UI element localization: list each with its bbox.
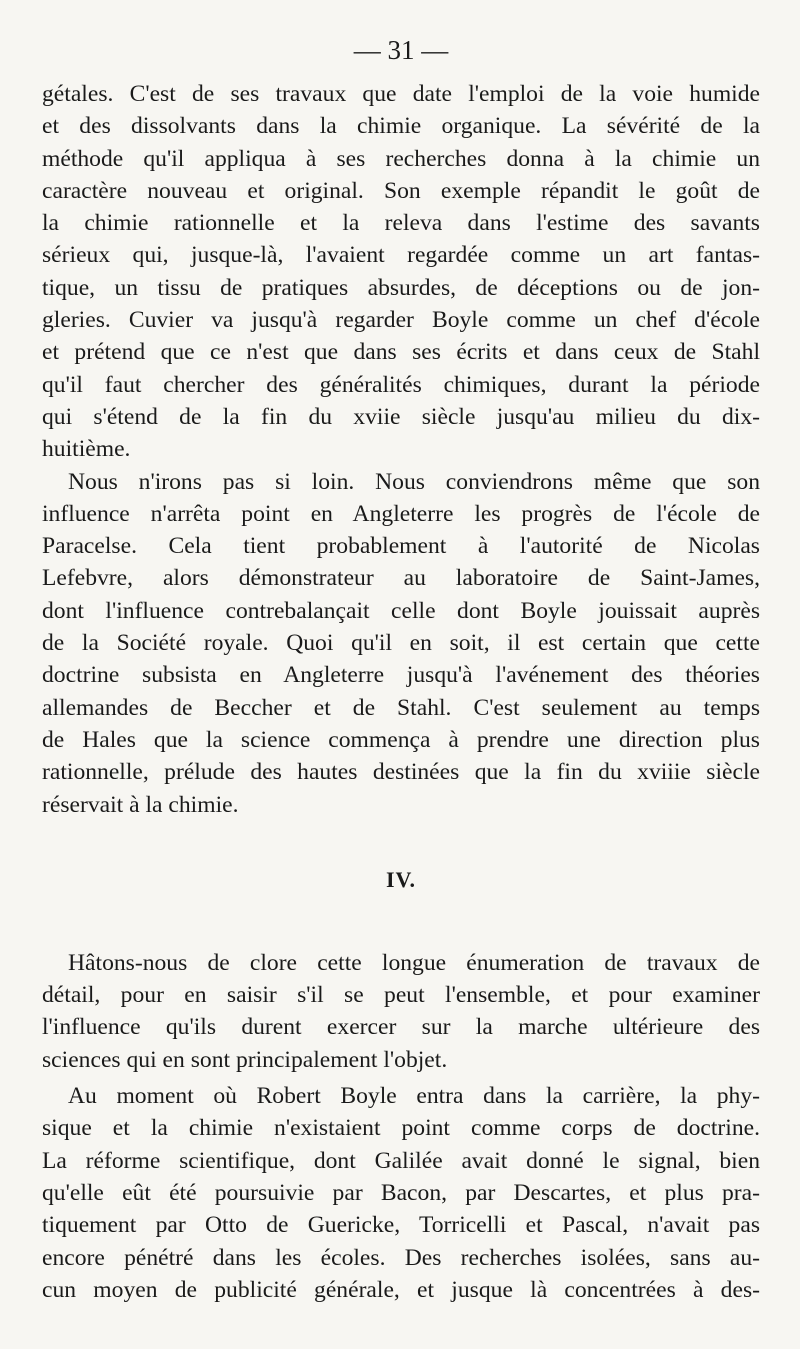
text-line: La réforme scientifique, dont Galilée avait donné le signal, bien bbox=[42, 1147, 760, 1174]
text-line: gétales. C'est de ses travaux que date l'emploi de la voie humide bbox=[42, 81, 760, 107]
text-line: doctrine subsista en Angleterre jusqu'à l'avénement des théories bbox=[42, 662, 760, 689]
paragraph-2 bbox=[42, 466, 760, 821]
text-line: gleries. Cuvier va jusqu'à regarder Boyle comme un chef d'école bbox=[42, 307, 760, 334]
text-line: qu'elle eût été poursuivie par Bacon, par Descartes, et plus pra- bbox=[42, 1179, 760, 1206]
text-line: de Hales que la science commença à prendre une direction plus bbox=[42, 726, 760, 753]
text-line: Nous n'irons pas si loin. Nous conviendrons même que son bbox=[68, 468, 760, 495]
text-line: qui s'étend de la fin du xviie siècle jusqu'au milieu du dix- bbox=[42, 403, 760, 430]
text-line: détail, pour en saisir s'il se peut l'ensemble, et pour examiner bbox=[42, 982, 760, 1009]
text-line: méthode qu'il appliqua à ses recherches donna à la chimie un bbox=[42, 145, 760, 172]
text-line: tiquement par Otto de Guericke, Torricelli et Pascal, n'avait pas bbox=[42, 1212, 760, 1239]
text-line: et des dissolvants dans la chimie organique. La sévérité de la bbox=[42, 113, 760, 140]
text-line: l'influence qu'ils durent exercer sur la marche ultérieure des bbox=[42, 1014, 760, 1041]
paragraph-3 bbox=[42, 947, 760, 1076]
text-line: sérieux qui, jusque-là, l'avaient regardée comme un art fantas- bbox=[42, 242, 760, 269]
paragraph-4 bbox=[42, 1080, 760, 1306]
text-line: influence n'arrêta point en Angleterre les progrès de l'école de bbox=[42, 500, 760, 527]
text-line: qu'il faut chercher des généralités chimiques, durant la période bbox=[42, 371, 760, 398]
text-line: sciences qui en sont principalement l'objet. bbox=[42, 1046, 448, 1073]
paragraph-1 bbox=[42, 78, 760, 466]
text-line: de la Société royale. Quoi qu'il en soit, il est certain que cette bbox=[42, 630, 760, 657]
text-line: Au moment où Robert Boyle entra dans la carrière, la phy- bbox=[68, 1083, 760, 1110]
text-line: caractère nouveau et original. Son exemple répandit le goût de bbox=[42, 177, 760, 204]
text-line: et prétend que ce n'est que dans ses écrits et dans ceux de Stahl bbox=[42, 339, 760, 366]
text-line: rationnelle, prélude des hautes destinées que la fin du xviiie siècle bbox=[42, 759, 760, 786]
text-line: cun moyen de publicité générale, et jusque là concentrées à des- bbox=[42, 1276, 760, 1303]
text-line: sique et la chimie n'existaient point comme corps de doctrine. bbox=[42, 1115, 760, 1142]
text-line: tique, un tissu de pratiques absurdes, de déceptions ou de jon- bbox=[42, 274, 760, 301]
text-line: encore pénétré dans les écoles. Des recherches isolées, sans au- bbox=[42, 1244, 760, 1271]
text-line: Hâtons-nous de clore cette longue énumeration de travaux de bbox=[68, 949, 760, 976]
text-line: huitième. bbox=[42, 436, 131, 463]
text-line: Lefebvre, alors démonstrateur au laboratoire de Saint-James, bbox=[42, 565, 760, 592]
section-heading: IV. bbox=[385, 866, 417, 892]
text-line: allemandes de Beccher et de Stahl. C'est seulement au temps bbox=[42, 694, 760, 721]
text-line: la chimie rationnelle et la releva dans l'estime des savants bbox=[42, 210, 760, 237]
text-line: réservait à la chimie. bbox=[42, 791, 239, 818]
text-line: Paracelse. Cela tient probablement à l'autorité de Nicolas bbox=[42, 533, 760, 560]
text-line: dont l'influence contrebalançait celle dont Boyle jouissait auprès bbox=[42, 597, 760, 624]
page-number: — 31 — bbox=[353, 35, 449, 65]
